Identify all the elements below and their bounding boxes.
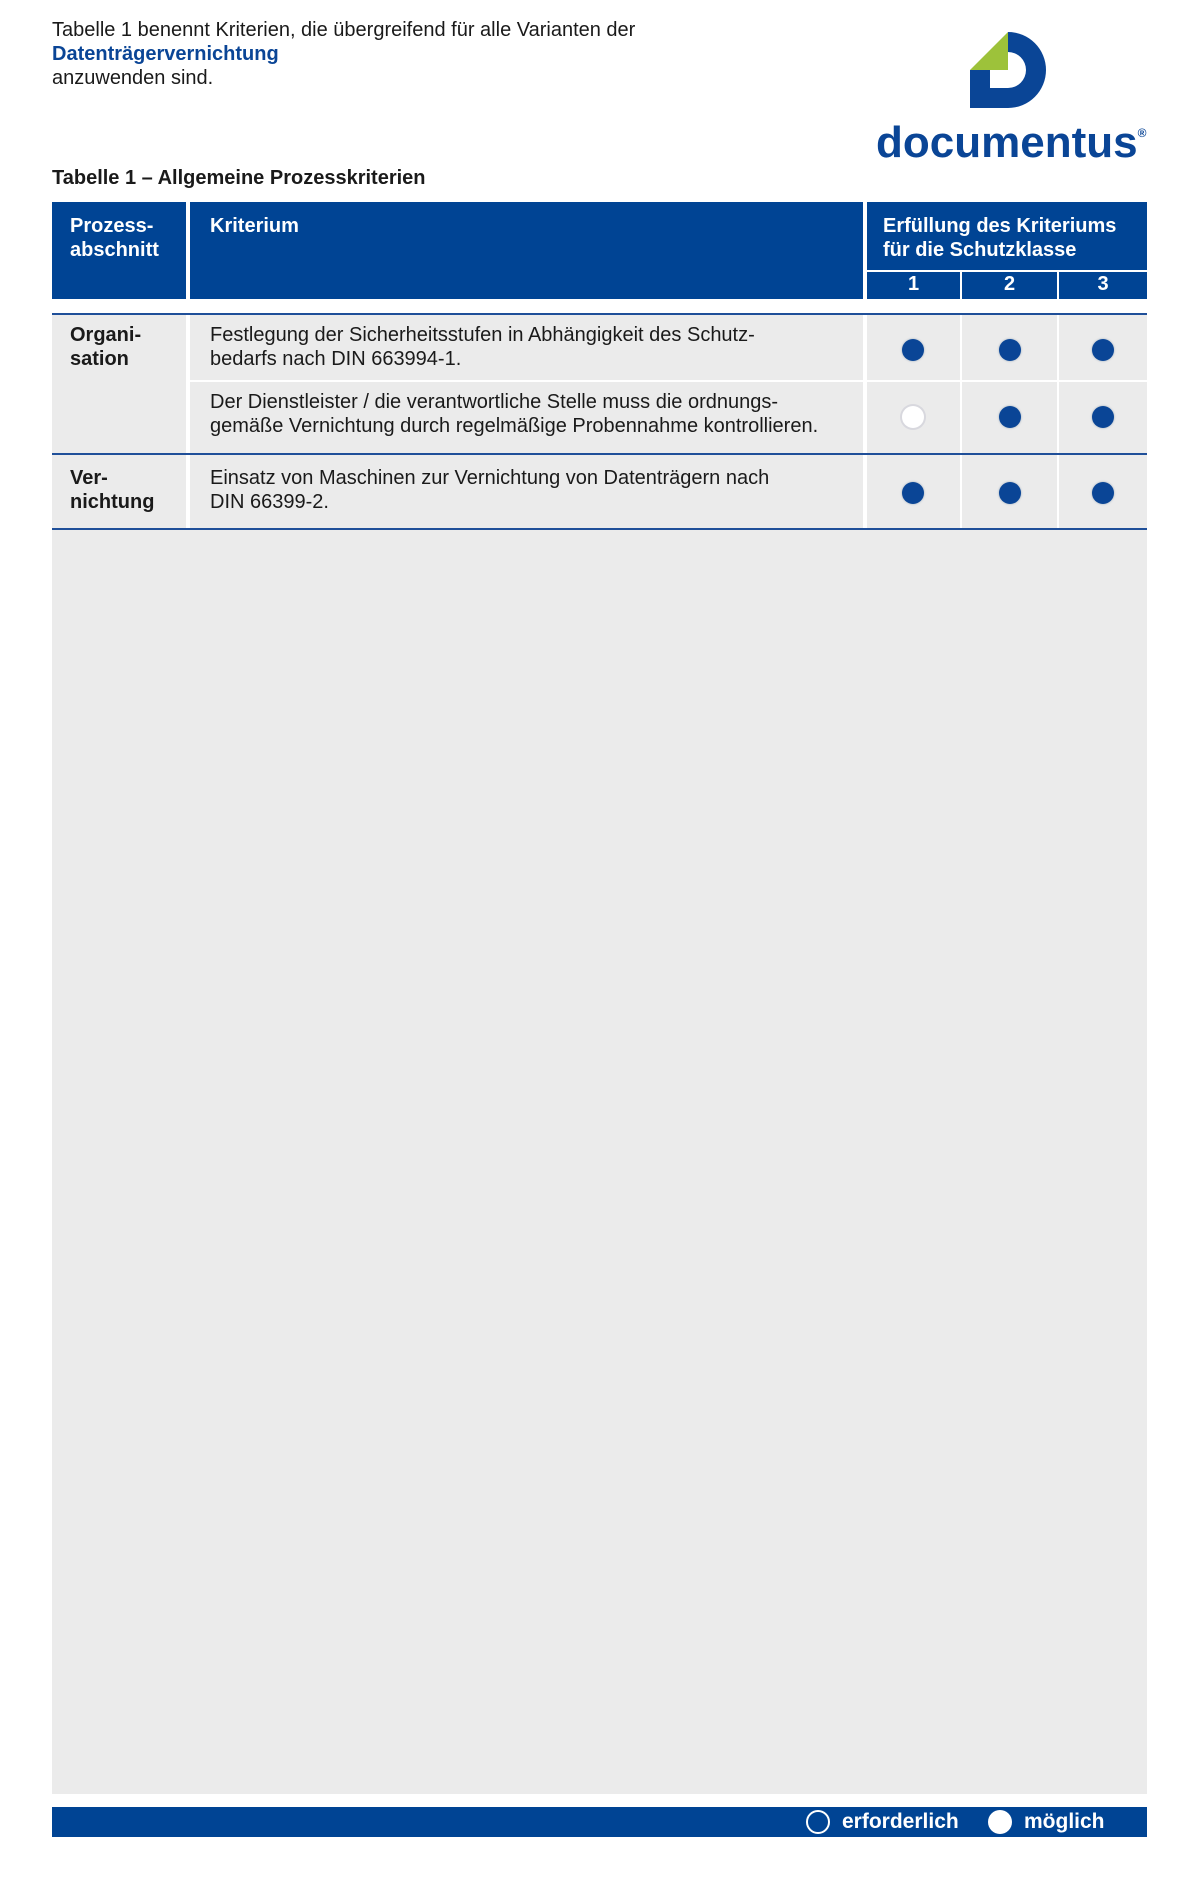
logo-wordmark: documentus: [876, 118, 1138, 167]
table-body: [52, 314, 1147, 1794]
required-dot-icon: [999, 482, 1021, 504]
intro-text: [52, 18, 635, 90]
required-dot-icon: [999, 339, 1021, 361]
legend-possible: möglich: [1024, 1810, 1105, 1833]
required-dot-icon: [1092, 339, 1114, 361]
section-organisation: Organi- sation: [70, 324, 142, 370]
header-section: Prozess- abschnitt: [52, 202, 186, 299]
logo-mark-icon: [970, 32, 1046, 108]
required-dot-icon: [902, 339, 924, 361]
criterion-text: Einsatz von Maschinen zur Vernichtung von Datenträgern nach DIN 66399-2.: [210, 467, 770, 513]
intro-line: anzuwenden sind.: [52, 67, 214, 89]
header-class-2: 2: [962, 272, 1057, 299]
header-class-1: 1: [867, 272, 960, 299]
required-dot-icon: [1092, 406, 1114, 428]
header-criterion: Kriterium: [190, 202, 863, 299]
criterion-text: Festlegung der Sicherheitsstufen in Abhängigkeit des Schutz- bedarfs nach DIN 663994-1.: [210, 324, 755, 370]
intro-highlight: Datenträgervernichtung: [52, 43, 279, 65]
header-fulfilment: Erfüllung des Kriteriums für die Schutzklasse: [867, 202, 1147, 270]
required-dot-icon: [999, 406, 1021, 428]
legend-bar: [52, 1807, 1147, 1837]
possible-disc-icon: [988, 1810, 1012, 1834]
required-circle-icon: [806, 1810, 830, 1834]
documentus-logo: [876, 30, 1156, 167]
possible-dot-icon: [902, 406, 924, 428]
required-dot-icon: [1092, 482, 1114, 504]
legend-required: erforderlich: [842, 1810, 959, 1833]
section-vernichtung: Ver- nichtung: [70, 467, 155, 513]
criterion-text: Der Dienstleister / die verantwortliche Stelle muss die ordnungs- gemäße Vernichtung durch regelmäßige Probennahme kontrollieren.: [210, 391, 819, 437]
required-dot-icon: [902, 482, 924, 504]
table-title: Tabelle 1 – Allgemeine Prozesskriterien: [52, 167, 426, 189]
registered-mark: ®: [1137, 126, 1147, 140]
intro-line: Tabelle 1 benennt Kriterien, die übergreifend für alle Varianten der: [52, 19, 636, 41]
header-class-3: 3: [1059, 272, 1147, 299]
